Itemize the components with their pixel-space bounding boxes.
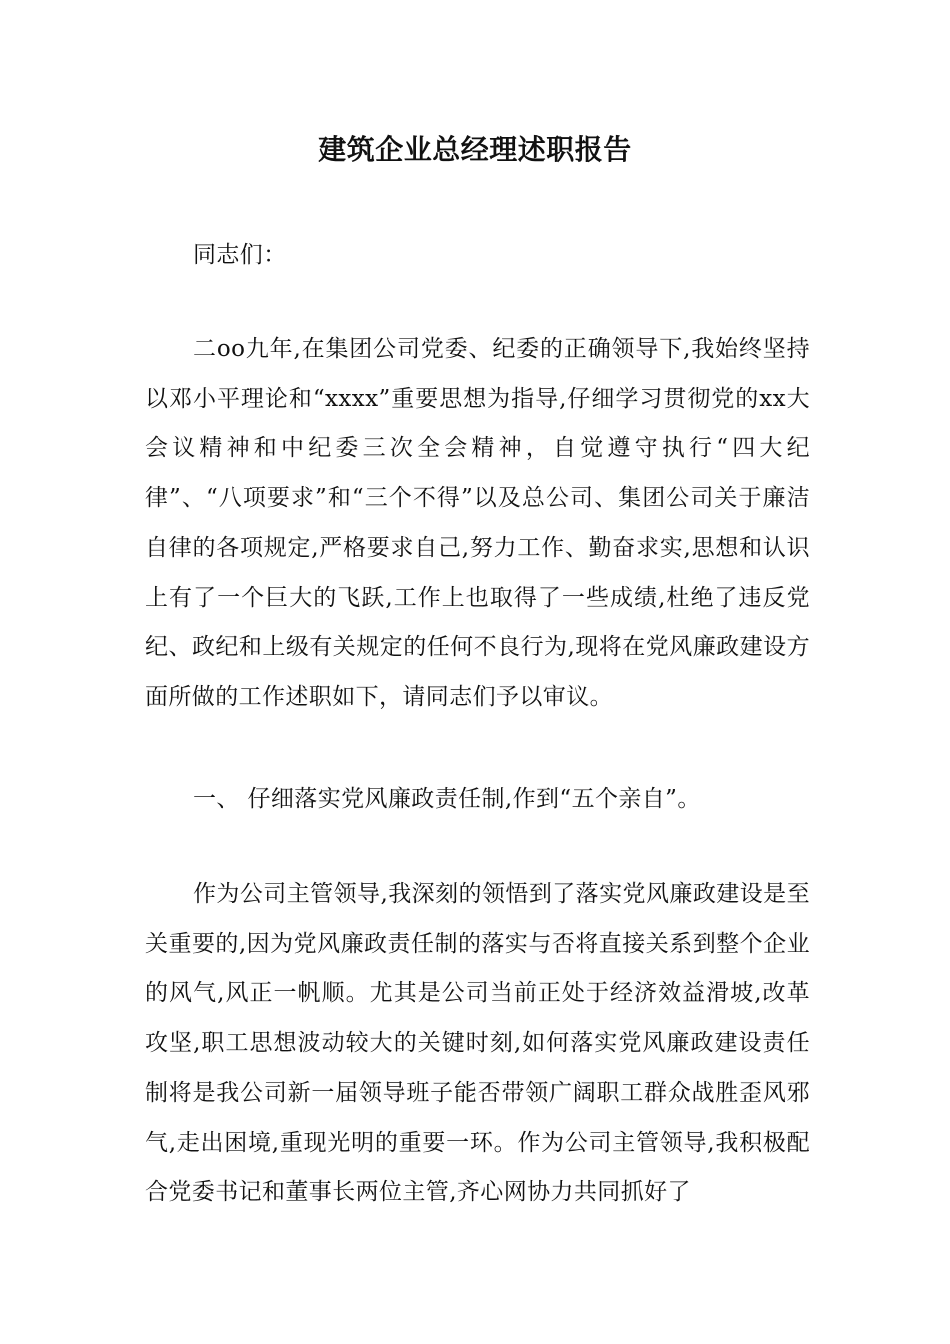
- paragraph-1: 二oo九年,在集团公司党委、纪委的正确领导下,我始终坚持以邓小平理论和“xxxx”重要思想为指导,仔细学习贯彻党的xx大会议精神和中纪委三次全会精神，自觉遵守执行“四大纪律”、“八项要求”和“三个不得”以及总公司、集团公司关于廉洁自律的各项规定,严格要求自己,努力工作、勤奋求实,思想和认识上有了一个巨大的飞跃,工作上也取得了一些成绩,杜绝了违反党纪、政纪和上级有关规定的任何不良行为,现将在党风廉政建设方面所做的工作述职如下，请同志们予以审议。: [145, 336, 810, 710]
- paragraph-2: 作为公司主管领导,我深刻的领悟到了落实党风廉政建设是至关重要的,因为党风廉政责任制的落实与否将直接关系到整个企业的风气,风正一帆顺。尤其是公司当前正处于经济效益滑坡,改革攻坚,职工思想波动较大的关键时刻,如何落实党风廉政建设责任制将是我公司新一届领导班子能否带领广阔职工群众战胜歪风邪气,走出困境,重现光明的重要一环。作为公司主管领导,我积极配合党委书记和董事长两位主管,齐心网协力共同抓好了: [145, 881, 810, 1206]
- document-title: 建筑企业总经理述职报告: [318, 133, 632, 166]
- section-1-heading: 一、 仔细落实党风廉政责任制,作到“五个亲自”。: [193, 786, 701, 812]
- salutation: 同志们：: [193, 242, 287, 268]
